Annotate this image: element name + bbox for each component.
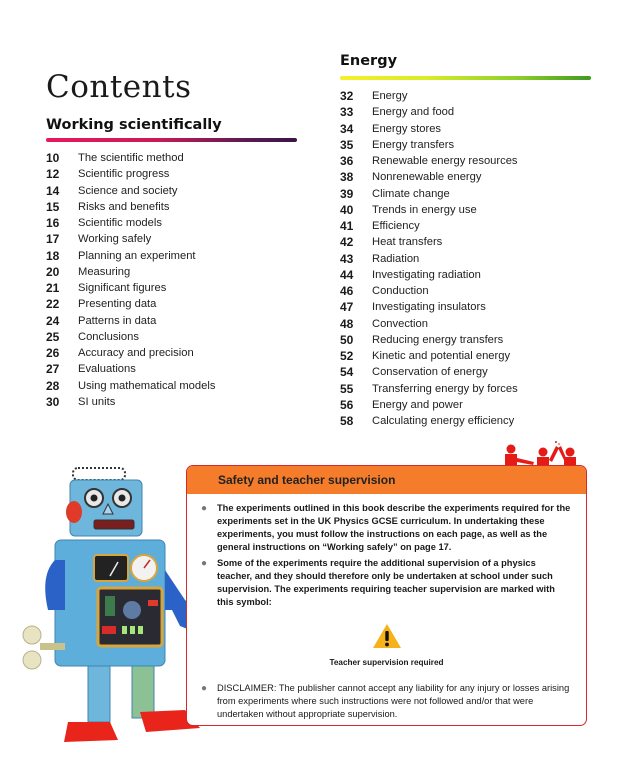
toc-entry — [340, 267, 518, 283]
toc-entry-label: Calculating energy efficiency — [372, 415, 515, 428]
toc-page-number: 42 — [340, 235, 354, 250]
toc-entry — [340, 283, 518, 299]
toc-entry — [46, 248, 215, 264]
toc-list-working-scientifically — [46, 150, 215, 410]
page-title: Contents — [46, 68, 192, 105]
toc-page-number: 36 — [340, 154, 354, 169]
toc-page-number: 54 — [340, 365, 354, 380]
toc-list-energy — [340, 88, 518, 429]
toc-entry-label: Heat transfers — [372, 236, 443, 249]
toc-page-number: 27 — [46, 362, 60, 377]
toc-page-number: 24 — [46, 313, 60, 328]
toc-entry-label: Working safely — [78, 233, 152, 246]
toc-entry-label: Conduction — [372, 285, 429, 298]
safety-bullet — [201, 557, 572, 609]
toc-page-number: 41 — [340, 219, 354, 234]
robot-illustration — [10, 460, 200, 750]
toc-entry-label: Investigating radiation — [372, 268, 481, 281]
section-rule-working-scientifically — [46, 138, 297, 142]
toc-page-number: 50 — [340, 332, 354, 347]
bullet-dot-icon: ● — [201, 683, 208, 694]
toc-entry-label: Measuring — [78, 265, 131, 278]
toc-entry-label: Energy transfers — [372, 138, 455, 151]
toc-entry-label: Evaluations — [78, 363, 136, 376]
safety-bullet-text: The experiments outlined in this book describe the experiments required for the experiments set in the UK Physics GCSE curriculum. In undertaking these experiments, you must follow the instructions on each page, as well as the general instructions on “Working safely” on page 17. — [217, 503, 571, 552]
teacher-supervision-symbol — [201, 623, 572, 669]
safety-panel — [186, 465, 587, 726]
toc-page-number: 15 — [46, 199, 60, 214]
toc-entry — [46, 150, 215, 166]
toc-page-number: 33 — [340, 105, 354, 120]
toc-page-number: 28 — [46, 378, 60, 393]
toc-entry-label: Investigating insulators — [372, 301, 486, 314]
toc-entry — [340, 169, 518, 185]
toc-entry-label: Conservation of energy — [372, 366, 488, 379]
disclaimer-text: DISCLAIMER: The publisher cannot accept any liability for any injury or losses arising from experiments where such instructions were not followed and/or that were undertaken without appropriate supervision. — [217, 683, 570, 719]
warning-label: Teacher supervision required — [329, 658, 444, 667]
toc-page-number: 55 — [340, 381, 354, 396]
toc-entry — [340, 251, 518, 267]
toc-page-number: 43 — [340, 251, 354, 266]
toc-page-number: 12 — [46, 167, 60, 182]
toc-page-number: 56 — [340, 397, 354, 412]
warning-triangle-icon — [372, 623, 402, 649]
toc-entry — [340, 381, 518, 397]
toc-entry-label: Climate change — [372, 187, 450, 200]
toc-entry-label: Planning an experiment — [78, 249, 196, 262]
toc-entry — [46, 296, 215, 312]
toc-page-number: 58 — [340, 414, 354, 429]
toc-page-number: 18 — [46, 248, 60, 263]
toc-page-number: 52 — [340, 349, 354, 364]
toc-entry-label: Significant figures — [78, 282, 167, 295]
bullet-dot-icon: ● — [201, 503, 208, 514]
toc-entry — [340, 348, 518, 364]
toc-entry — [340, 234, 518, 250]
toc-entry — [340, 299, 518, 315]
toc-entry — [46, 183, 215, 199]
toc-entry-label: Accuracy and precision — [78, 347, 194, 360]
toc-entry-label: Energy stores — [372, 122, 442, 135]
toc-entry — [340, 202, 518, 218]
toc-entry — [46, 199, 215, 215]
toc-page-number: 20 — [46, 264, 60, 279]
safety-panel-header — [187, 466, 586, 494]
toc-entry — [46, 215, 215, 231]
toc-entry-label: Nonrenewable energy — [372, 171, 482, 184]
toc-entry — [46, 313, 215, 329]
toc-entry — [340, 364, 518, 380]
toc-entry-label: Energy and food — [372, 106, 455, 119]
toc-entry-label: Scientific progress — [78, 168, 170, 181]
toc-entry-label: Using mathematical models — [78, 379, 216, 392]
toc-entry-label: Energy and power — [372, 398, 463, 411]
toc-entry — [340, 104, 518, 120]
toc-entry-label: Patterns in data — [78, 314, 157, 327]
toc-entry-label: SI units — [78, 395, 116, 408]
toc-page-number: 46 — [340, 284, 354, 299]
toc-entry — [340, 218, 518, 234]
disclaimer-bullet — [201, 682, 572, 721]
toc-entry-label: Risks and benefits — [78, 200, 170, 213]
toc-entry-label: Radiation — [372, 252, 420, 265]
toc-entry — [46, 231, 215, 247]
antenna-spring-icon — [73, 468, 125, 480]
safety-panel-title: Safety and teacher supervision — [218, 473, 396, 487]
toc-entry-label: Trends in energy use — [372, 203, 477, 216]
toc-entry-label: Transferring energy by forces — [372, 382, 518, 395]
safety-panel-body — [187, 494, 586, 721]
toc-page-number: 25 — [46, 329, 60, 344]
toc-entry — [340, 137, 518, 153]
toc-entry — [46, 394, 215, 410]
toc-entry — [46, 378, 215, 394]
toc-page-number: 44 — [340, 267, 354, 282]
section-heading-working-scientifically: Working scientifically — [46, 117, 222, 133]
toc-entry — [46, 361, 215, 377]
toc-page-number: 40 — [340, 202, 354, 217]
toc-entry — [340, 153, 518, 169]
toc-entry-label: The scientific method — [78, 152, 184, 165]
toc-page-number: 34 — [340, 121, 354, 136]
toc-page-number: 26 — [46, 346, 60, 361]
toc-page-number: 39 — [340, 186, 354, 201]
toc-entry — [340, 186, 518, 202]
toc-page-number: 35 — [340, 137, 354, 152]
toc-page-number: 16 — [46, 216, 60, 231]
section-heading-energy: Energy — [340, 53, 398, 69]
toc-entry-label: Efficiency — [372, 220, 420, 233]
toc-page-number: 30 — [46, 394, 60, 409]
toc-entry-label: Convection — [372, 317, 428, 330]
toc-page-number: 17 — [46, 232, 60, 247]
toc-entry-label: Presenting data — [78, 298, 157, 311]
toc-entry-label: Conclusions — [78, 330, 139, 343]
toc-entry-label: Scientific models — [78, 217, 162, 230]
toc-entry — [340, 397, 518, 413]
safety-bullet — [201, 502, 572, 554]
toc-page-number: 38 — [340, 170, 354, 185]
toc-entry — [46, 280, 215, 296]
toc-entry — [340, 88, 518, 104]
safety-bullet-text: Some of the experiments require the additional supervision of a physics teacher, and they should therefore only be undertaken at school under such supervision. The experiments requiring teacher supervision are marked with this symbol: — [217, 558, 555, 607]
toc-entry — [46, 345, 215, 361]
toc-page-number: 22 — [46, 297, 60, 312]
toc-entry — [340, 316, 518, 332]
toc-entry-label: Science and society — [78, 184, 178, 197]
toc-entry — [46, 264, 215, 280]
toc-page-number: 48 — [340, 316, 354, 331]
toc-entry — [340, 413, 518, 429]
section-rule-energy — [340, 76, 591, 80]
toc-entry — [46, 329, 215, 345]
toc-entry — [340, 332, 518, 348]
toc-page-number: 10 — [46, 151, 60, 166]
toc-page-number: 14 — [46, 183, 60, 198]
toc-page-number: 47 — [340, 300, 354, 315]
toc-entry — [340, 121, 518, 137]
toc-entry-label: Reducing energy transfers — [372, 333, 504, 346]
toc-page-number: 21 — [46, 281, 60, 296]
toc-entry — [46, 166, 215, 182]
toc-entry-label: Renewable energy resources — [372, 155, 518, 168]
bullet-dot-icon: ● — [201, 558, 208, 569]
toc-entry-label: Kinetic and potential energy — [372, 350, 511, 363]
toc-entry-label: Energy — [372, 90, 408, 103]
toc-page-number: 32 — [340, 89, 354, 104]
